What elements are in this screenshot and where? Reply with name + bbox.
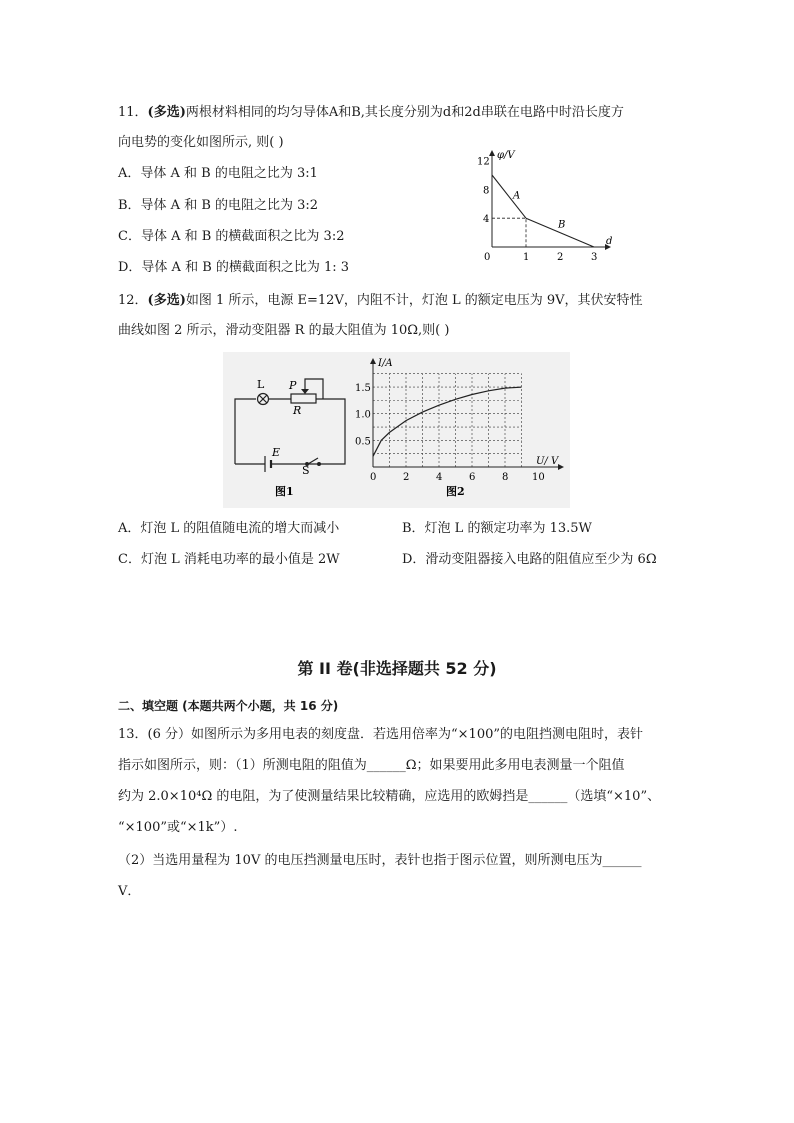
- q13-line4: “×100”或“×1k”）.: [118, 820, 238, 835]
- circuit-rheostat-label: R: [293, 404, 302, 417]
- q13-line3: 约为 2.0×10⁴Ω 的电阻，为了使测量结果比较精确，应选用的欧姆挡是______（选填“×10”、: [118, 789, 661, 804]
- q13-line6: V．: [118, 884, 141, 899]
- q11-number: 11．: [118, 105, 148, 120]
- q11-tag: (多选): [147, 105, 186, 120]
- section-subtitle: 二、填空题 (本题共两个小题，共 16 分): [118, 699, 339, 713]
- q11-x-tick-1: 1: [523, 252, 530, 263]
- q11-y-label: φ/V: [497, 150, 515, 161]
- q11-y-tick-4: 4: [483, 214, 490, 226]
- q12-stem-line2: 曲线如图 2 所示，滑动变阻器 R 的最大阻值为 10Ω,则( ): [118, 323, 450, 338]
- q12-number: 12．: [118, 293, 148, 308]
- q11-annotation-a: A: [513, 190, 521, 202]
- circuit-caption: 图1: [275, 485, 294, 498]
- circuit-lamp-label: L: [257, 378, 265, 391]
- q12-y-tick-1.5: 1.5: [355, 383, 371, 395]
- q12-x-tick-4: 4: [436, 472, 443, 483]
- section-title: 第 II 卷(非选择题共 52 分): [297, 659, 497, 678]
- q11-option-c: C．导体 A 和 B 的横截面积之比为 3:2: [118, 229, 345, 244]
- q12-stem-text: 如图 1 所示，电源 E=12V，内阻不计，灯泡 L 的额定电压为 9V，其伏安特性: [185, 293, 643, 308]
- q11-stem-text: 两根材料相同的均匀导体A和B,其长度分别为d和2d串联在电路中时沿长度方: [185, 105, 624, 120]
- q12-x-tick-6: 6: [469, 472, 476, 483]
- q12-iv-chart: [351, 352, 570, 508]
- q11-x-tick-2: 2: [557, 252, 564, 263]
- q11-annotation-b: B: [558, 219, 566, 231]
- q11-y-tick-12: 12: [477, 156, 490, 168]
- q11-x-label: d: [606, 236, 613, 247]
- circuit-slider-label: P: [289, 379, 297, 392]
- q11-y-tick-8: 8: [483, 185, 490, 197]
- q12-x-tick-2: 2: [403, 472, 410, 483]
- q11-stem-line2: 向电势的变化如图所示, 则( ): [118, 135, 284, 150]
- q12-circuit-diagram: [223, 352, 353, 508]
- q11-x-tick-0: 0: [484, 252, 491, 263]
- q13-line1: 13．(6 分）如图所示为多用电表的刻度盘．若选用倍率为“×100”的电阻挡测电阻时，表针: [118, 727, 644, 742]
- q12-iv-curve: [373, 387, 522, 456]
- q11-option-d: D．导体 A 和 B 的横截面积之比为 1: 3: [118, 260, 350, 275]
- q13-line5: （2）当选用量程为 10V 的电压挡测量电压时，表针也指于图示位置，则所测电压为______: [118, 853, 642, 868]
- q12-y-tick-1.0: 1.0: [355, 409, 371, 421]
- q11-option-b: B．导体 A 和 B 的电阻之比为 3:2: [118, 198, 319, 213]
- q12-option-a: A．灯泡 L 的阻值随电流的增大而减小: [118, 521, 340, 536]
- q11-segment-A: [492, 175, 526, 218]
- q11-option-a: A．导体 A 和 B 的电阻之比为 3:1: [118, 166, 318, 181]
- q12-chart-caption: 图2: [446, 485, 465, 498]
- q12-x-label: U/ V: [536, 456, 559, 467]
- q12-x-tick-8: 8: [502, 472, 509, 483]
- q11-x-tick-3: 3: [591, 252, 598, 263]
- q12-figure-box: [223, 352, 570, 508]
- q12-stem-line1: [118, 292, 643, 310]
- q12-y-label: I/A: [378, 358, 393, 369]
- circuit-switch-label: S: [302, 464, 310, 477]
- q13-line2: 指示如图所示，则：（1）所测电阻的阻值为______Ω；如果要用此多用电表测量一个阻值: [118, 758, 625, 773]
- q12-option-c: C．灯泡 L 消耗电功率的最小值是 2W: [118, 552, 340, 567]
- q12-tag: (多选): [147, 293, 186, 308]
- q11-potential-chart: [470, 145, 620, 265]
- q12-x-tick-10: 10: [532, 472, 545, 483]
- q12-option-d: D．滑动变阻器接入电路的阻值应至少为 6Ω: [402, 552, 657, 567]
- q11-stem-line1: [118, 104, 624, 122]
- q12-option-b: B．灯泡 L 的额定功率为 13.5W: [402, 521, 592, 536]
- circuit-source-label: E: [272, 446, 281, 459]
- q12-y-tick-0.5: 0.5: [355, 436, 371, 448]
- q12-x-tick-0: 0: [370, 472, 377, 483]
- q11-guide-dashed: [492, 218, 526, 247]
